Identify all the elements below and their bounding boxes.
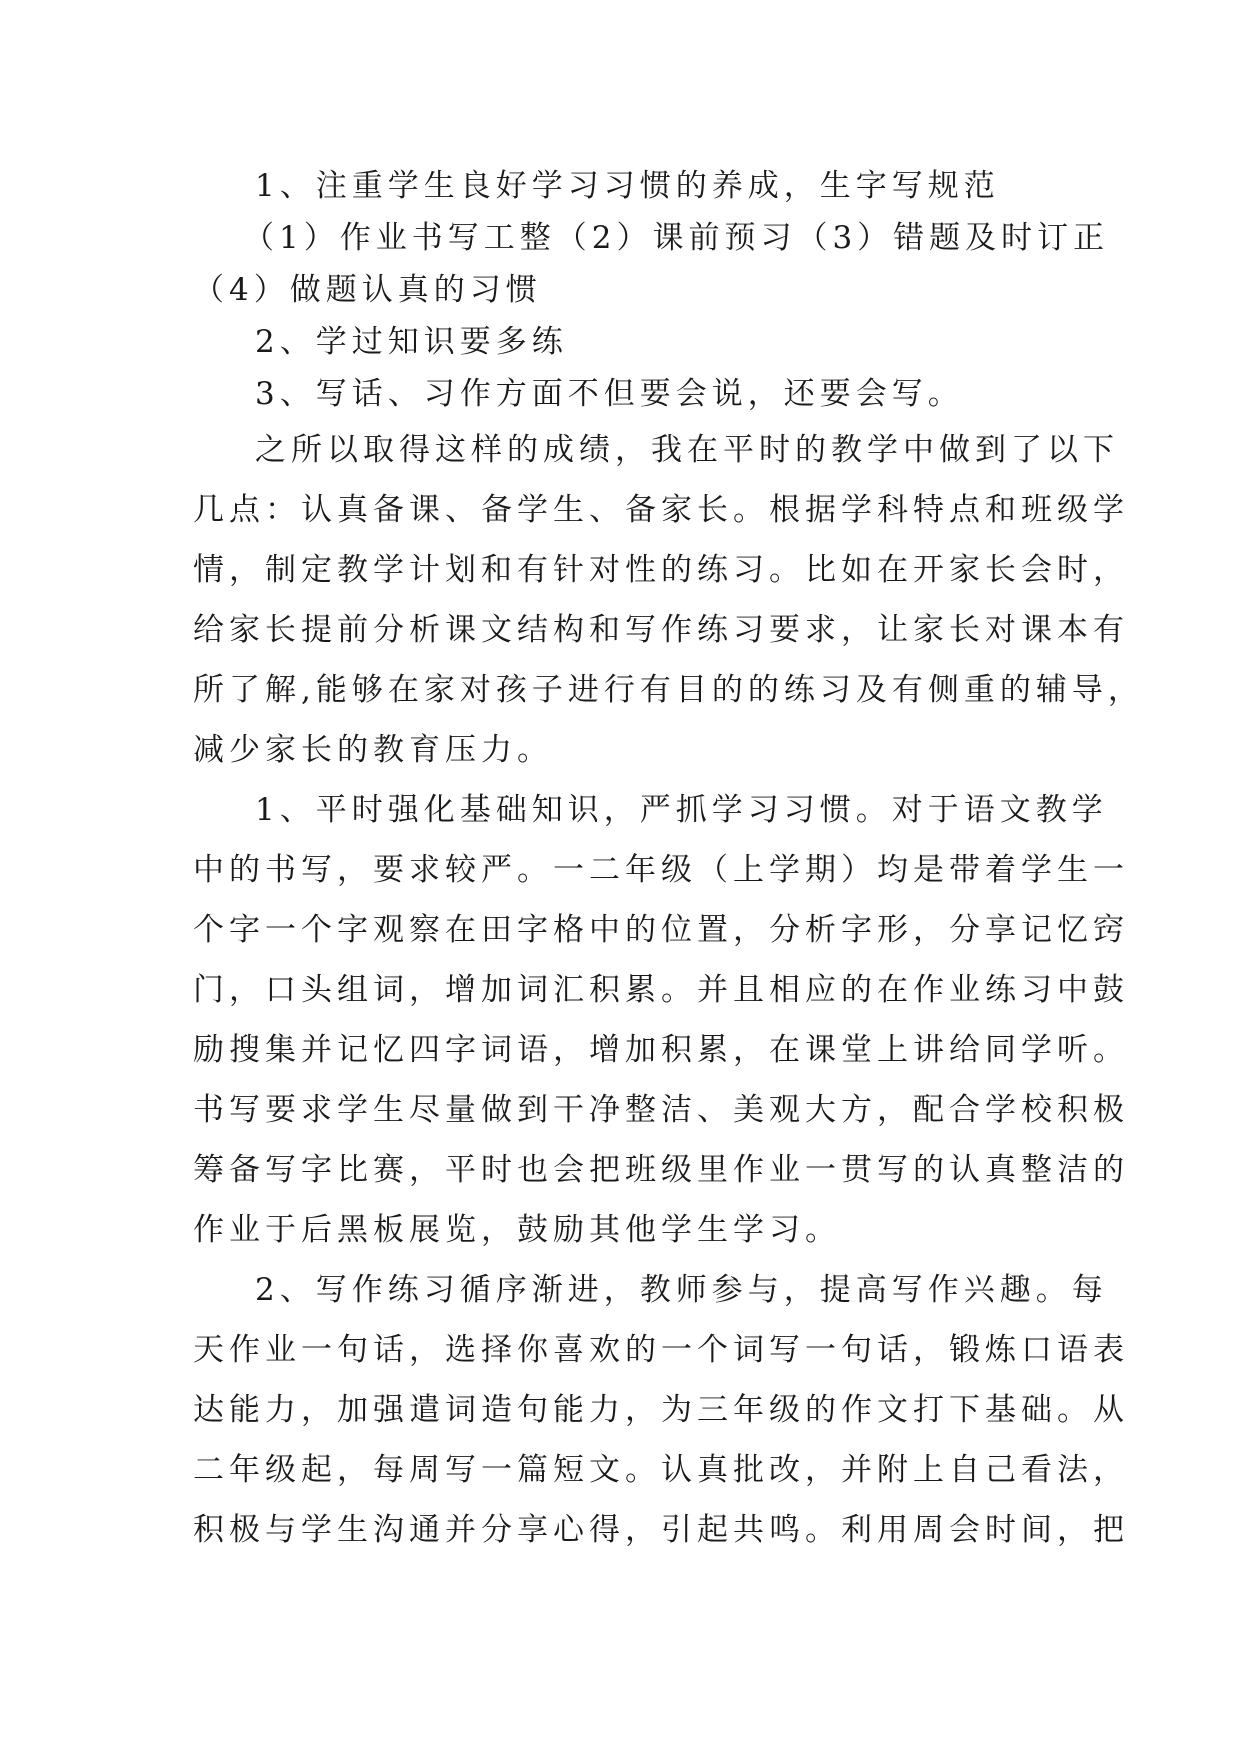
paragraph-line: 中的书写，要求较严。一二年级（上学期）均是带着学生一 [193, 852, 1129, 888]
paragraph-line: 励搜集并记忆四字词语，增加积累，在课堂上讲给同学听。 [193, 1032, 1129, 1068]
list-subitems: （1）作业书写工整（2）课前预习（3）错题及时订正 [243, 220, 1110, 256]
paragraph-line: 二年级起，每周写一篇短文。认真批改，并附上自己看法， [193, 1452, 1129, 1488]
paragraph-line: 积极与学生沟通并分享心得，引起共鸣。利用周会时间，把 [193, 1512, 1129, 1548]
paragraph-line: 1、平时强化基础知识，严抓学习习惯。对于语文教学 [255, 792, 1108, 828]
paragraph-line: 之所以取得这样的成绩，我在平时的教学中做到了以下 [255, 432, 1119, 468]
paragraph-line: 减少家长的教育压力。 [193, 732, 553, 768]
paragraph-line: 天作业一句话，选择你喜欢的一个词写一句话，锻炼口语表 [193, 1332, 1129, 1368]
list-subitems-continued: （4）做题认真的习惯 [193, 272, 542, 308]
list-item-practice: 2、学过知识要多练 [255, 324, 568, 360]
paragraph-line: 给家长提前分析课文结构和写作练习要求，让家长对课本有 [193, 612, 1129, 648]
paragraph-line: 门，口头组词，增加词汇积累。并且相应的在作业练习中鼓 [193, 972, 1129, 1008]
paragraph-line: 作业于后黑板展览，鼓励其他学生学习。 [193, 1212, 841, 1248]
paragraph-line: 筹备写字比赛，平时也会把班级里作业一贯写的认真整洁的 [193, 1152, 1129, 1188]
paragraph-line: 个字一个字观察在田字格中的位置，分析字形，分享记忆窍 [193, 912, 1129, 948]
paragraph-line: 情，制定教学计划和有针对性的练习。比如在开家长会时， [193, 552, 1129, 588]
paragraph-line: 书写要求学生尽量做到干净整洁、美观大方，配合学校积极 [193, 1092, 1129, 1128]
paragraph-line: 达能力，加强遣词造句能力，为三年级的作文打下基础。从 [193, 1392, 1129, 1428]
paragraph-line: 所了解,能够在家对孩子进行有目的的练习及有侧重的辅导， [193, 672, 1144, 708]
list-item-writing: 3、写话、习作方面不但要会说，还要会写。 [255, 376, 964, 412]
paragraph-line: 2、写作练习循序渐进，教师参与，提高写作兴趣。每 [255, 1272, 1108, 1308]
document-body [193, 160, 1144, 1560]
paragraph-line: 几点：认真备课、备学生、备家长。根据学科特点和班级学 [193, 492, 1129, 528]
list-item-habits: 1、注重学生良好学习习惯的养成，生字写规范 [255, 168, 1000, 204]
